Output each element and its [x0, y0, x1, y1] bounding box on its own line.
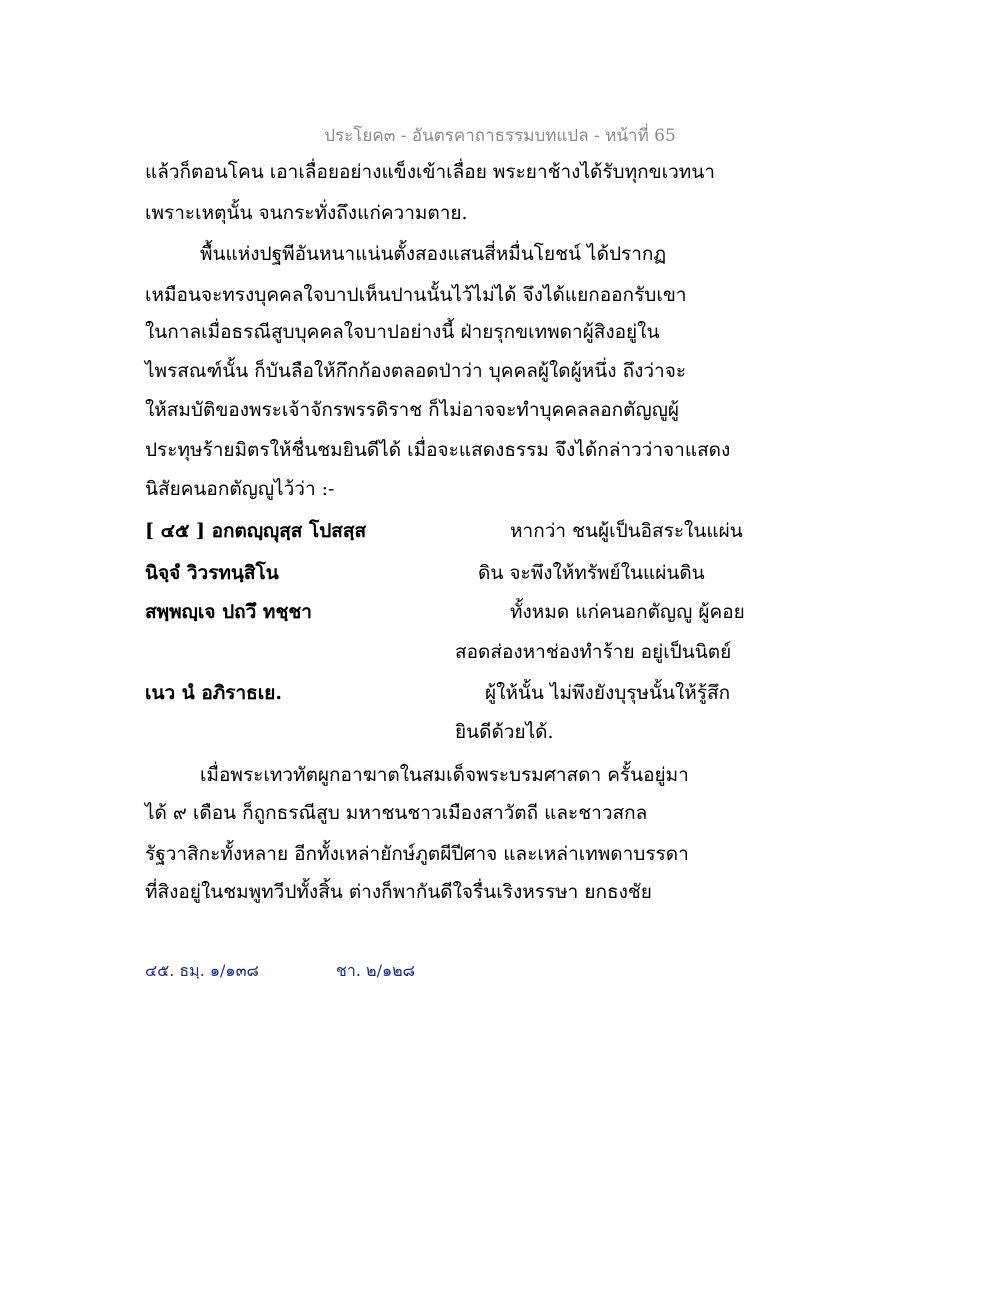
verse-translation-line-6: ยินดีด้วยได้. — [455, 721, 554, 743]
paragraph1-line-2: เพราะเหตุนั้น จนกระทั่งถึงแก่ความตาย. — [145, 202, 468, 224]
paragraph3-line-4: ที่สิงอยู่ในชมพูทวีปทั้งสิ้น ต่างก็พากันดีใจรื่นเริงหรรษา ยกธงชัย — [145, 881, 652, 903]
paragraph2-line-5: ให้สมบัติของพระเจ้าจักรพรรดิราช ก็ไม่อาจจะทำบุคคลลอกตัญญูผู้ — [145, 399, 680, 421]
page-header: ประโยค๓ - อันตรคาถาธรรมบทแปล - หน้าที่ 65 — [324, 126, 676, 146]
verse-translation-line-4: สอดส่องหาช่องทำร้าย อยู่เป็นนิตย์ — [455, 641, 732, 663]
paragraph2-line-6: ประทุษร้ายมิตรให้ชื่นชมยินดีได้ เมื่อจะแสดงธรรม จึงได้กล่าวว่าจาแสดง — [145, 439, 731, 461]
paragraph2-line-2: เหมือนจะทรงบุคคลใจบาปเห็นปานนั้นไว้ไม่ได้ จึงได้แยกออกรับเขา — [145, 284, 687, 306]
verse-translation-line-3: ทั้งหมด แก่คนอกตัญญู ผู้คอย — [510, 601, 745, 623]
paragraph1-line-1: แล้วก็ตอนโคน เอาเลื่อยอย่างแข็งเข้าเลื่อย พระยาช้างได้รับทุกขเวทนา — [145, 161, 715, 183]
paragraph3-line-2: ได้ ๙ เดือน ก็ถูกธรณีสูบ มหาชนชาวเมืองสาวัตถี และชาวสกล — [145, 802, 648, 824]
footnote-ref-jataka: ชา. ๒/๑๒๘ — [336, 961, 415, 980]
paragraph3-line-3: รัฐวาสิกะทั้งหลาย อีกทั้งเหล่ายักษ์ภูตผีปีศาจ และเหล่าเทพดาบรรดา — [145, 843, 689, 865]
paragraph2-line-4: ไพรสณฑ์นั้น ก็บันลือให้กึกก้องตลอดป่าว่า บุคคลผู้ใดผู้หนึ่ง ถึงว่าจะ — [145, 360, 687, 382]
paragraph2-line-1: พื้นแห่งปฐพีอันหนาแน่นตั้งสองแสนสี่หมื่นโยชน์ ได้ปรากฏ — [200, 243, 667, 265]
paragraph3-line-1: เมื่อพระเทวทัตผูกอาฆาตในสมเด็จพระบรมศาสดา ครั้นอยู่มา — [200, 764, 689, 786]
verse-translation-line-2: ดิน จะพึงให้ทรัพย์ในแผ่นดิน — [478, 562, 705, 584]
verse-translation-line-5: ผู้ให้นั้น ไม่พึงยังบุรุษนั้นให้รู้สึก — [485, 682, 731, 704]
verse-pali-line-3: สพฺพญฺเจ ปถวึ ทชฺชา — [145, 601, 312, 623]
paragraph2-line-3: ในกาลเมื่อธรณีสูบบุคคลใจบาปอย่างนี้ ฝ่ายรุกขเทพดาผู้สิงอยู่ใน — [145, 321, 660, 343]
verse-pali-line-1: [ ๔๕ ] อกตญฺญุสฺส โปสสฺส — [145, 520, 367, 542]
verse-pali-line-2: นิจฺจํ วิวรทนฺสิโน — [145, 562, 279, 584]
verse-pali-line-4: เนว นํ อภิราธเย. — [145, 682, 283, 704]
paragraph2-line-7: นิสัยคนอกตัญญูไว้ว่า :- — [145, 478, 335, 500]
footnote-ref-dhammapada: ๔๕. ธมฺ. ๑/๑๓๘ — [145, 961, 259, 980]
verse-translation-line-1: หากว่า ชนผู้เป็นอิสระในแผ่น — [510, 520, 743, 542]
